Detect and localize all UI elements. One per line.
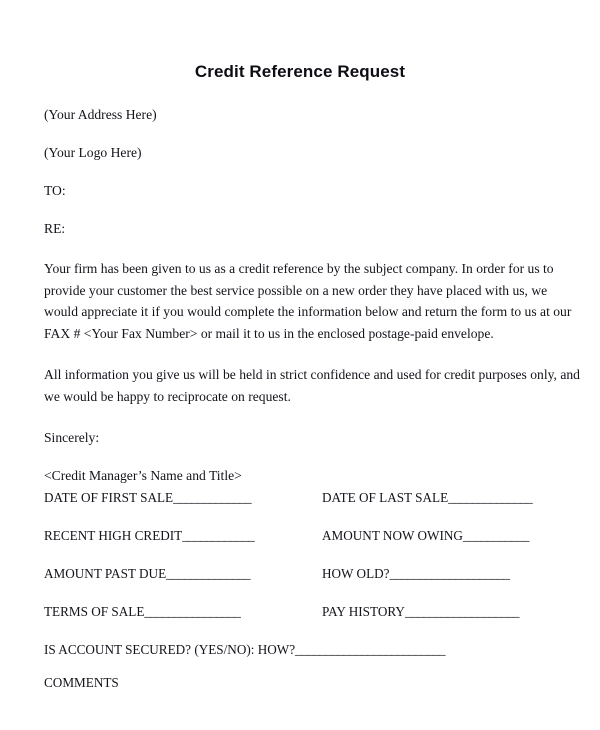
field-label: AMOUNT NOW OWING [322,528,463,543]
address-placeholder-line: (Your Address Here) [44,107,157,122]
page-title: Credit Reference Request [194,62,406,81]
field-blank[interactable]: ___________ [462,528,529,543]
field-amount-past-due[interactable] [44,565,250,582]
field-blank[interactable]: ____________ [182,528,255,543]
field-label: TERMS OF SALE [44,604,145,619]
table-row [44,489,584,527]
field-blank[interactable]: ____________________ [389,566,510,581]
logo-placeholder-line: (Your Logo Here) [44,145,142,160]
comments-row-clipped [44,678,584,692]
field-blank[interactable]: _____________ [173,490,252,505]
letter-body [44,106,580,505]
field-label: IS ACCOUNT SECURED? (YES/NO): HOW? [44,642,296,657]
table-row [44,641,584,679]
field-blank[interactable]: ______________ [166,566,251,581]
field-blank[interactable]: _________________________ [295,642,445,657]
field-label: DATE OF FIRST SALE [44,490,174,505]
field-label: HOW OLD? [322,566,390,581]
confidentiality-paragraph: All information you give us will be held in strict confidence and used for credit purposes only, and we would be happy to reciprocate on request. [44,367,580,404]
field-comments-label: COMMENTS [44,678,119,690]
field-how-old[interactable] [322,565,509,582]
table-row [44,527,584,565]
to-label: TO: [44,183,66,198]
field-blank[interactable]: ______________ [448,490,533,505]
closing-salutation: Sincerely: [44,429,100,445]
field-blank[interactable]: ________________ [144,604,241,619]
field-label: PAY HISTORY [322,604,405,619]
re-label: RE: [44,221,66,236]
field-blank[interactable]: ___________________ [404,604,519,619]
field-label: RECENT HIGH CREDIT [44,528,183,543]
field-recent-high-credit[interactable] [44,527,254,544]
field-terms-of-sale[interactable] [44,603,240,620]
field-label: AMOUNT PAST DUE [44,566,167,581]
field-label: DATE OF LAST SALE [322,490,449,505]
field-amount-now-owing[interactable] [322,527,529,544]
field-pay-history[interactable] [322,603,519,620]
intro-paragraph: Your firm has been given to us as a credit reference by the subject company. In order for us to provide your customer the best service possible on a new order they have placed with us, we would appreciate it if you would complete the information below and return the form to us at our FAX # <Your Fax Number> or mail it to us in the enclosed postage-paid envelope. [44,261,572,341]
table-row [44,603,584,641]
field-date-of-first-sale[interactable] [44,489,251,506]
field-is-account-secured[interactable] [44,641,445,658]
field-date-of-last-sale[interactable] [322,489,532,506]
table-row [44,565,584,603]
signature-placeholder: <Credit Manager’s Name and Title> [44,467,242,483]
credit-information-form [44,489,584,679]
